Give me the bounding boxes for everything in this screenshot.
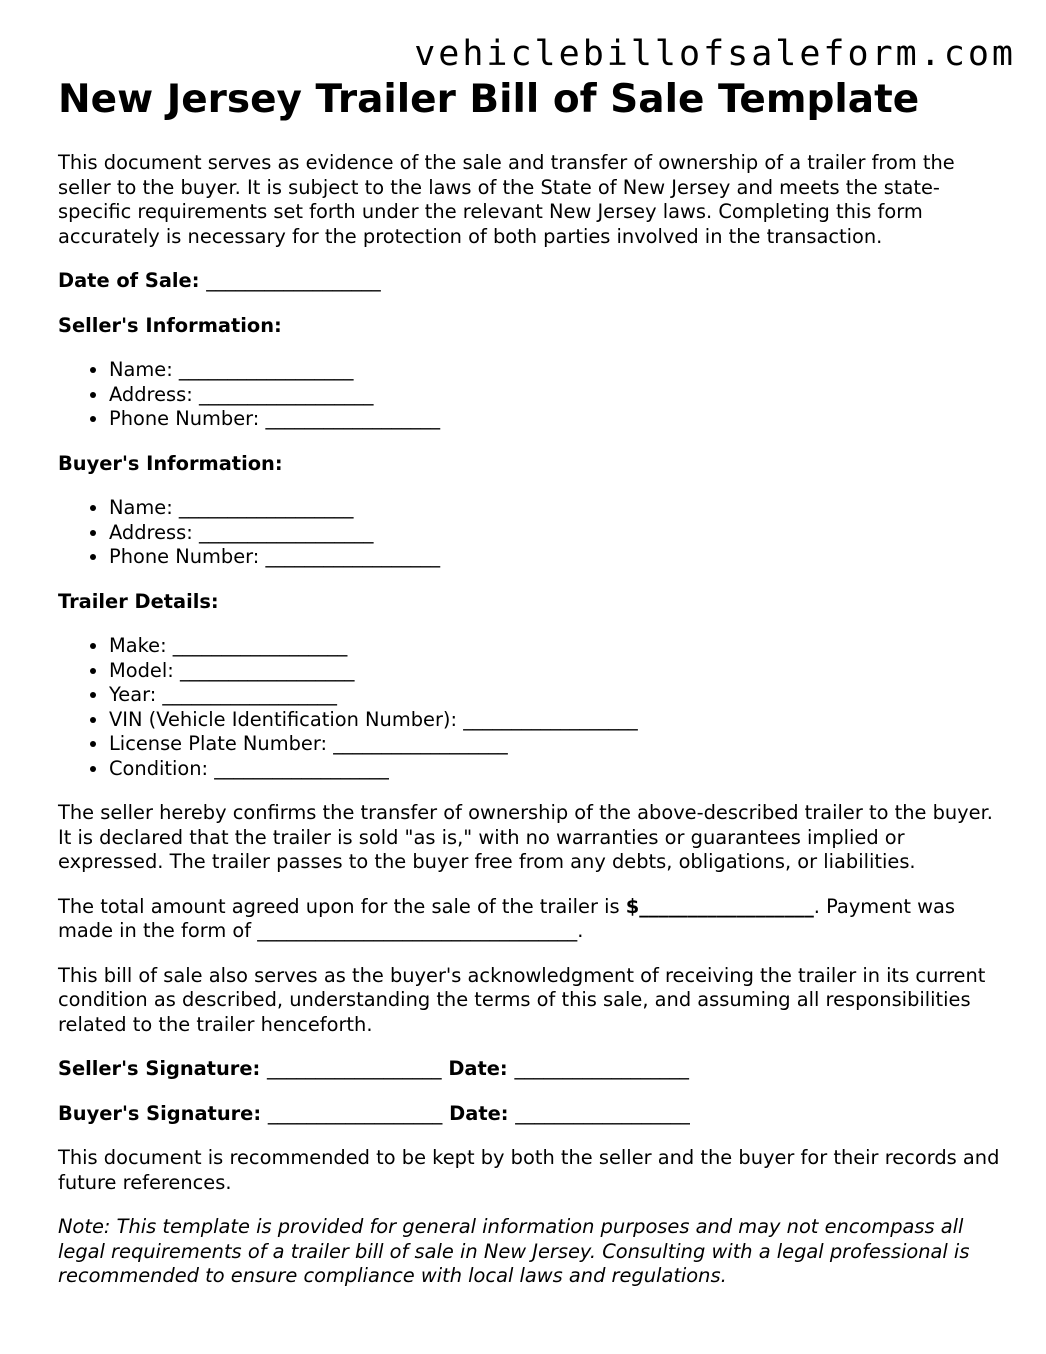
buyer-name-label: Name:	[109, 496, 173, 519]
note-paragraph: Note: This template is provided for general information purposes and may not encompass all legal requirements of a trailer bill of sale in New Jersey. Consulting with a legal professional is recommended to ensure compliance with local laws and regulations.	[58, 1215, 970, 1287]
list-item	[109, 708, 1008, 733]
buyer-address-blank[interactable]: __________________	[198, 520, 374, 544]
list-item	[109, 358, 1008, 383]
list-item	[109, 545, 1008, 570]
seller-date-label: Date:	[448, 1057, 508, 1080]
trailer-condition-label: Condition:	[109, 756, 209, 780]
watermark: vehiclebillofsaleform.com	[414, 34, 1016, 74]
payment-text-after: . Payment was made in the form of	[58, 894, 956, 942]
buyer-signature-blank[interactable]: __________________	[267, 1101, 443, 1125]
seller-name-blank[interactable]: __________________	[178, 358, 354, 381]
list-item	[109, 521, 1008, 546]
seller-name-label: Name:	[109, 358, 173, 381]
payment-paragraph	[58, 895, 1008, 944]
seller-phone-label: Phone Number:	[109, 407, 260, 430]
seller-signature-line	[58, 1057, 1008, 1082]
trailer-make-blank[interactable]: __________________	[172, 634, 348, 657]
payment-text-end: .	[577, 919, 584, 942]
trailer-plate-blank[interactable]: __________________	[333, 732, 508, 755]
buyer-signature-line	[58, 1102, 1008, 1127]
buyer-date-blank[interactable]: __________________	[515, 1101, 690, 1125]
seller-signature-label: Seller's Signature:	[58, 1057, 261, 1080]
buyer-signature-label: Buyer's Signature:	[58, 1101, 262, 1125]
trailer-vin-blank[interactable]: __________________	[463, 707, 638, 731]
trailer-plate-label: License Plate Number:	[109, 732, 328, 755]
buyer-phone-label: Phone Number:	[109, 545, 260, 568]
currency-symbol: $	[625, 894, 640, 918]
list-item	[109, 659, 1008, 684]
date-of-sale-blank[interactable]: __________________	[206, 269, 381, 292]
date-of-sale-field	[58, 269, 1008, 294]
trailer-model-blank[interactable]: __________________	[179, 658, 355, 682]
buyer-address-label: Address:	[109, 520, 193, 544]
payment-text-before: The total amount agreed upon for the sale of the trailer is	[58, 894, 626, 918]
acknowledgment-paragraph: This bill of sale also serves as the buyer's acknowledgment of receiving the trailer in its current condition as described, understanding the terms of this sale, and assuming all responsibilities related to the trailer henceforth.	[58, 963, 986, 1036]
buyer-info-list	[58, 496, 1008, 570]
seller-address-label: Address:	[109, 382, 193, 406]
list-item	[109, 757, 1008, 782]
list-item	[109, 496, 1008, 521]
buyer-name-blank[interactable]: __________________	[178, 496, 354, 519]
amount-blank[interactable]: __________________	[639, 894, 814, 918]
seller-info-list	[58, 358, 1008, 432]
list-item	[109, 634, 1008, 659]
trailer-condition-blank[interactable]: __________________	[214, 756, 389, 780]
seller-signature-blank[interactable]: __________________	[267, 1057, 442, 1080]
seller-info-heading: Seller's Information:	[58, 313, 282, 337]
list-item	[109, 383, 1008, 408]
intro-paragraph: This document serves as evidence of the sale and transfer of ownership of a trailer from the seller to the buyer. It is subject to the laws of the State of New Jersey and meets the state-specific requirements set forth under the relevant New Jersey laws. Completing this form accurately is necessary for the protection of both parties involved in the transaction.	[58, 151, 955, 248]
list-item	[109, 683, 1008, 708]
list-item	[109, 732, 1008, 757]
buyer-info-heading: Buyer's Information:	[58, 451, 283, 475]
trailer-year-label: Year:	[109, 683, 157, 706]
page-title: New Jersey Trailer Bill of Sale Template	[58, 77, 920, 122]
trailer-year-blank[interactable]: __________________	[162, 683, 337, 706]
trailer-make-label: Make:	[109, 634, 167, 657]
seller-address-blank[interactable]: __________________	[198, 382, 374, 406]
trailer-model-label: Model:	[109, 658, 174, 682]
buyer-date-label: Date:	[449, 1101, 509, 1125]
document-body	[58, 76, 1008, 1289]
payment-form-blank[interactable]: _________________________________	[257, 919, 578, 942]
transfer-paragraph: The seller hereby confirms the transfer of ownership of the above-described trailer to the buyer. It is declared that the trailer is sold "as is," with no warranties or guarantees implied or expressed. The trailer passes to the buyer free from any debts, obligations, or liabilities.	[58, 801, 993, 873]
trailer-details-heading: Trailer Details:	[58, 589, 219, 613]
list-item	[109, 407, 1008, 432]
trailer-vin-label: VIN (Vehicle Identification Number):	[109, 707, 458, 731]
date-of-sale-label: Date of Sale:	[58, 269, 200, 292]
seller-phone-blank[interactable]: __________________	[265, 407, 441, 430]
buyer-phone-blank[interactable]: __________________	[265, 545, 441, 568]
trailer-details-list	[58, 634, 1008, 781]
records-paragraph: This document is recommended to be kept by both the seller and the buyer for their records and future references.	[58, 1146, 1000, 1194]
seller-date-blank[interactable]: __________________	[514, 1057, 689, 1080]
